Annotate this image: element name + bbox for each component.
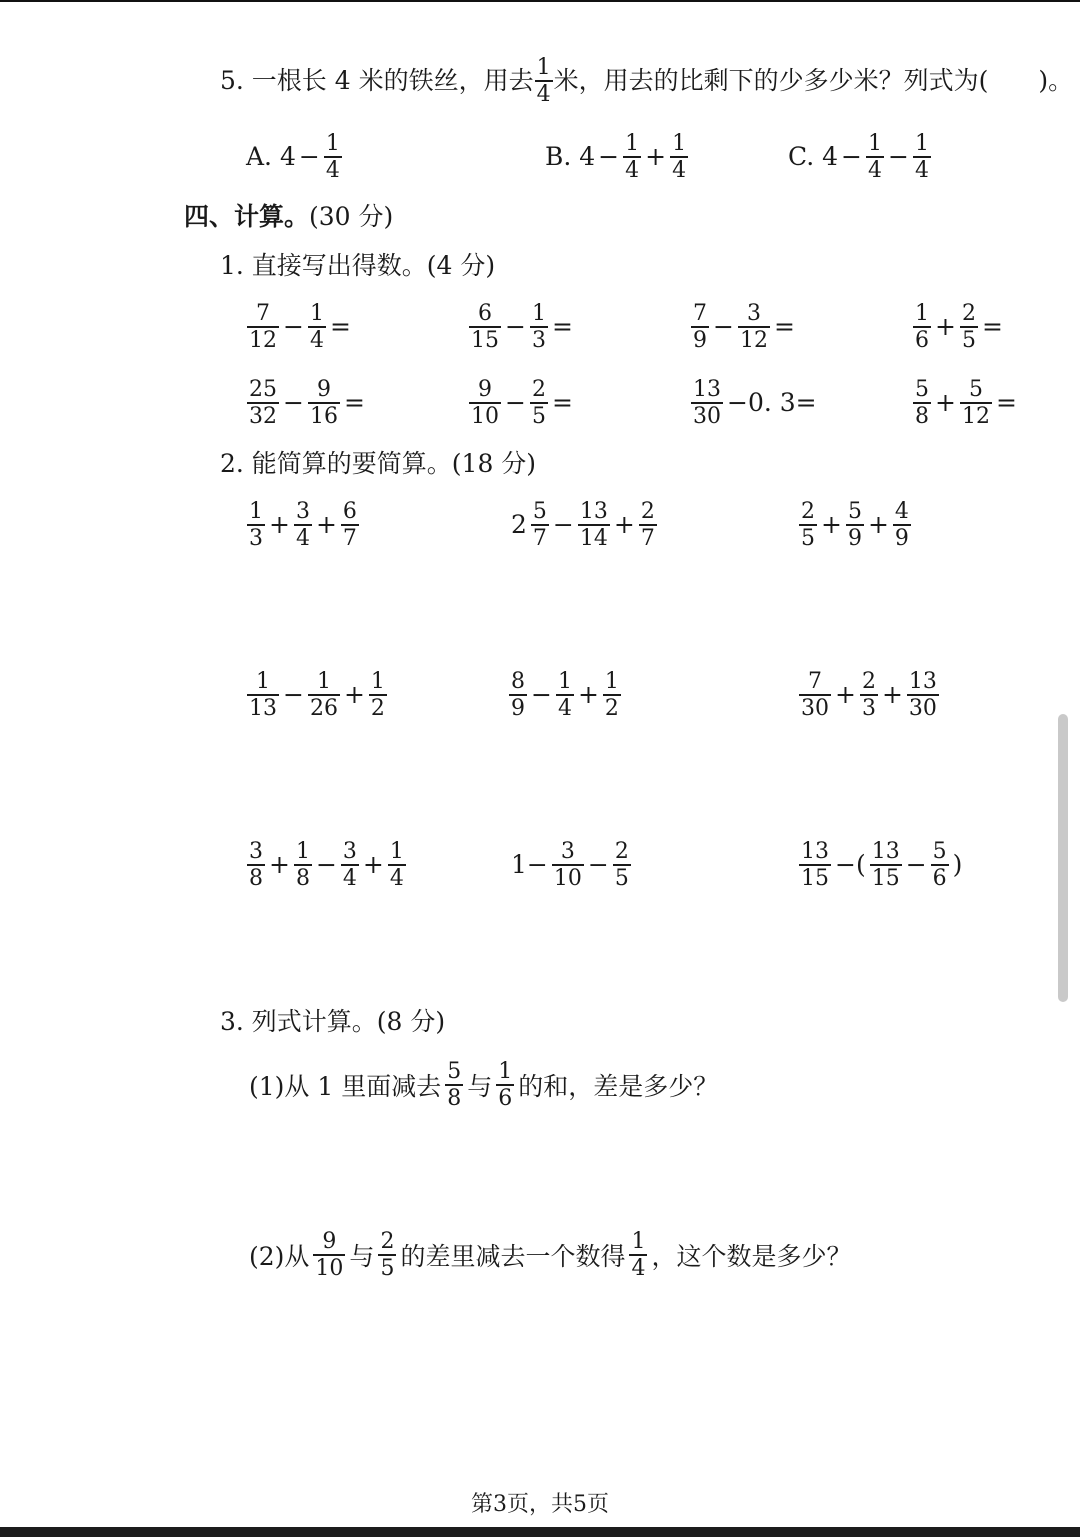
- fraction: [907, 670, 939, 720]
- fraction: [960, 378, 992, 428]
- denominator: 5: [614, 865, 629, 891]
- numerator: 1: [309, 301, 324, 326]
- fraction: [313, 1230, 345, 1280]
- part2-expr: [246, 840, 407, 890]
- operator-text: 2: [511, 510, 527, 540]
- fraction: [247, 840, 265, 890]
- operator-text: =: [551, 312, 573, 342]
- operator-text: =: [329, 312, 351, 342]
- part2-expr: [508, 840, 632, 890]
- denominator: 9: [894, 525, 909, 551]
- part2-expr: [508, 500, 658, 550]
- operator-text: +: [645, 142, 667, 172]
- operator-text: (2)从: [249, 1241, 310, 1271]
- numerator: 3: [249, 839, 263, 864]
- part2-expr: [246, 670, 388, 720]
- denominator: 12: [249, 327, 277, 353]
- fraction: [870, 840, 902, 890]
- numerator: 1: [557, 669, 572, 694]
- operator-text: ，这个数是多少？: [651, 1241, 852, 1271]
- numerator: 3: [746, 301, 761, 326]
- fraction: [247, 500, 265, 550]
- denominator: 10: [553, 865, 582, 891]
- operator-text: −: [283, 388, 304, 418]
- operator-text: +: [269, 850, 290, 880]
- denominator: 12: [961, 403, 990, 429]
- operator-text: 与: [467, 1071, 493, 1101]
- denominator: 10: [471, 403, 499, 429]
- q5-prefix: 5. 一根长 4 米的铁丝，用去: [220, 66, 534, 96]
- fraction: [613, 840, 631, 890]
- denominator: 8: [295, 865, 310, 891]
- denominator: 4: [309, 327, 324, 353]
- numerator: 13: [801, 839, 829, 864]
- fraction: [913, 132, 931, 182]
- denominator: 4: [325, 157, 340, 183]
- numerator: 1: [249, 499, 263, 524]
- part1-expr: [690, 378, 820, 428]
- section4-heading: [184, 204, 393, 229]
- operator-text: +: [315, 510, 337, 540]
- fraction: [308, 302, 326, 352]
- denominator: 9: [847, 525, 862, 551]
- fraction: [670, 132, 688, 182]
- denominator: 7: [640, 525, 655, 551]
- numerator: 1: [915, 301, 929, 326]
- q5-choice-c: [788, 132, 932, 182]
- operator-text: +: [935, 312, 956, 342]
- operator-text: +: [269, 510, 290, 540]
- numerator: 13: [908, 669, 937, 694]
- numerator: 13: [693, 377, 721, 402]
- q5-question: [220, 56, 1073, 106]
- numerator: 13: [579, 499, 608, 524]
- fraction: [308, 378, 340, 428]
- numerator: 3: [560, 839, 575, 864]
- denominator: 12: [739, 327, 768, 353]
- fraction: [578, 500, 610, 550]
- numerator: 6: [478, 301, 492, 326]
- operator-text: 1−: [511, 850, 548, 880]
- numerator: 25: [249, 377, 277, 402]
- denominator: 8: [249, 865, 263, 891]
- operator-text: +: [343, 680, 365, 710]
- denominator: 2: [604, 695, 619, 721]
- numerator: 9: [316, 377, 331, 402]
- part1-expr: [246, 378, 368, 428]
- denominator: 15: [801, 865, 829, 891]
- denominator: 9: [511, 695, 525, 721]
- part2-expr: [246, 500, 360, 550]
- denominator: 4: [295, 525, 310, 551]
- section4-score: (30 分): [309, 202, 394, 231]
- part2-expr: [798, 500, 912, 550]
- denominator: 4: [557, 695, 572, 721]
- denominator: 30: [801, 695, 829, 721]
- fraction: [866, 132, 884, 182]
- operator-text: +: [613, 510, 635, 540]
- numerator: 2: [640, 499, 655, 524]
- operator-text: +: [835, 680, 856, 710]
- denominator: 5: [961, 327, 976, 353]
- fraction: [530, 378, 548, 428]
- operator-text: +: [935, 388, 956, 418]
- numerator: 1: [531, 301, 546, 326]
- q5-suffix: 米，用去的比剩下的少多少米？列式为( )。: [553, 66, 1074, 96]
- denominator: 15: [871, 865, 900, 891]
- fraction: [341, 840, 359, 890]
- part2-expr: [798, 840, 965, 890]
- numerator: 1: [316, 669, 331, 694]
- operator-text: 的差里减去一个数得: [400, 1241, 626, 1271]
- fraction: [893, 500, 911, 550]
- fraction: [369, 670, 387, 720]
- numerator: 13: [871, 839, 900, 864]
- numerator: 6: [342, 499, 357, 524]
- operator-text: 与: [349, 1241, 375, 1271]
- numerator: 1: [256, 669, 270, 694]
- part2-expr: [798, 670, 940, 720]
- operator-text: +: [867, 510, 889, 540]
- numerator: 4: [894, 499, 909, 524]
- operator-text: −: [283, 680, 304, 710]
- numerator: 1: [604, 669, 619, 694]
- operator-text: −(: [835, 850, 866, 880]
- vertical-scrollbar[interactable]: [1058, 714, 1068, 1002]
- fraction: [445, 1060, 463, 1110]
- operator-text: +: [362, 850, 384, 880]
- part1-expr: [468, 378, 576, 428]
- operator-text: +: [577, 680, 599, 710]
- denominator: 5: [531, 403, 546, 429]
- fraction: [469, 378, 501, 428]
- fraction: [530, 302, 548, 352]
- denominator: 8: [447, 1085, 462, 1111]
- numerator: 1: [295, 839, 310, 864]
- fraction: [960, 302, 978, 352]
- fraction: [247, 378, 279, 428]
- fraction: [691, 302, 709, 352]
- operator-text: −: [841, 142, 862, 172]
- fraction: [799, 500, 817, 550]
- denominator: 3: [249, 525, 263, 551]
- operator-text: −0. 3=: [727, 388, 817, 418]
- part1-title: 1. 直接写出得数。(4 分): [220, 251, 496, 280]
- numerator: 1: [325, 131, 340, 156]
- denominator: 4: [868, 157, 882, 183]
- numerator: 1: [498, 1059, 513, 1084]
- denominator: 4: [342, 865, 357, 891]
- numerator: 2: [961, 301, 976, 326]
- numerator: 1: [672, 131, 687, 156]
- numerator: 1: [389, 839, 404, 864]
- denominator: 13: [249, 695, 277, 721]
- fraction: [247, 670, 279, 720]
- operator-text: −: [888, 142, 909, 172]
- numerator: 5: [915, 377, 929, 402]
- operator-text: +: [821, 510, 842, 540]
- numerator: 1: [370, 669, 385, 694]
- part3-title: 3. 列式计算。(8 分): [220, 1007, 446, 1036]
- operator-text: =: [343, 388, 365, 418]
- numerator: 5: [968, 377, 983, 402]
- numerator: 3: [342, 839, 357, 864]
- fraction: [308, 670, 340, 720]
- top-border: [0, 0, 1080, 2]
- q5-fraction: $\frac{1}{4}$: [536, 55, 551, 107]
- denominator: 6: [932, 865, 947, 891]
- fraction: [913, 378, 931, 428]
- denominator: 4: [631, 1255, 646, 1281]
- numerator: 2: [380, 1229, 395, 1254]
- denominator: 4: [389, 865, 404, 891]
- operator-text: −: [283, 312, 304, 342]
- fraction: [913, 302, 931, 352]
- operator-text: −: [298, 142, 320, 172]
- numerator: 7: [693, 301, 707, 326]
- operator-text: 的和，差是多少？: [518, 1071, 719, 1101]
- denominator: 7: [342, 525, 357, 551]
- numerator: 5: [932, 839, 947, 864]
- section4-title: 四、计算。: [184, 202, 310, 231]
- part1-expr: [912, 378, 1020, 428]
- numerator: 1: [914, 131, 929, 156]
- denominator: 6: [915, 327, 929, 353]
- numerator: 1: [868, 131, 882, 156]
- fraction: [629, 1230, 647, 1280]
- fraction: [556, 670, 574, 720]
- part3-question-2: [246, 1230, 854, 1280]
- fraction: [639, 500, 657, 550]
- denominator: 3: [531, 327, 546, 353]
- numerator: 2: [614, 839, 629, 864]
- bottom-border: [0, 1527, 1080, 1537]
- fraction: [496, 1060, 514, 1110]
- denominator: 8: [915, 403, 929, 429]
- numerator: 1: [631, 1229, 646, 1254]
- q5-choice-a: [246, 132, 343, 182]
- part1-expr: [912, 302, 1006, 352]
- operator-text: −: [505, 388, 526, 418]
- choice-label: C. 4: [788, 142, 839, 172]
- fraction: [324, 132, 342, 182]
- part2-expr: [508, 670, 622, 720]
- operator-text: −: [713, 312, 734, 342]
- operator-text: =: [551, 388, 573, 418]
- fraction: [378, 1230, 396, 1280]
- fraction: [623, 132, 641, 182]
- operator-text: −: [315, 850, 337, 880]
- fraction: [509, 670, 527, 720]
- fraction: [341, 500, 359, 550]
- denominator: 2: [370, 695, 385, 721]
- denominator: 5: [801, 525, 815, 551]
- part1-expr: [690, 302, 798, 352]
- denominator: 4: [672, 157, 687, 183]
- fraction: [469, 302, 501, 352]
- fraction: [846, 500, 864, 550]
- denominator: 14: [579, 525, 608, 551]
- denominator: 9: [693, 327, 707, 353]
- denominator: 30: [693, 403, 721, 429]
- fraction: [603, 670, 621, 720]
- operator-text: ): [952, 850, 963, 880]
- choice-label: A. 4: [246, 142, 296, 172]
- operator-text: −: [531, 680, 552, 710]
- numerator: 8: [511, 669, 525, 694]
- numerator: 7: [808, 669, 822, 694]
- part2-title: 2. 能简算的要简算。(18 分): [220, 449, 537, 478]
- denominator: 26: [309, 695, 338, 721]
- fraction: [931, 840, 949, 890]
- part1-expr: [468, 302, 576, 352]
- operator-text: =: [981, 312, 1003, 342]
- operator-text: −: [598, 142, 620, 172]
- operator-text: (1)从 1 里面减去: [249, 1071, 442, 1101]
- denominator: 4: [914, 157, 929, 183]
- fraction: [388, 840, 406, 890]
- operator-text: −: [505, 312, 526, 342]
- denominator: 5: [380, 1255, 395, 1281]
- denominator: 3: [861, 695, 876, 721]
- fraction: [531, 500, 549, 550]
- denominator: 7: [532, 525, 547, 551]
- numerator: 1: [625, 131, 640, 156]
- fraction: [691, 378, 723, 428]
- denominator: 4: [625, 157, 640, 183]
- numerator: 9: [322, 1229, 337, 1254]
- numerator: 9: [478, 377, 492, 402]
- operator-text: =: [995, 388, 1017, 418]
- numerator: 2: [531, 377, 546, 402]
- operator-text: −: [905, 850, 927, 880]
- numerator: 3: [295, 499, 310, 524]
- numerator: 5: [532, 499, 547, 524]
- denominator: 32: [249, 403, 277, 429]
- numerator: 7: [256, 301, 270, 326]
- page-footer: 第3页，共5页: [471, 1492, 609, 1517]
- denominator: 10: [315, 1255, 344, 1281]
- numerator: 2: [801, 499, 815, 524]
- fraction: [247, 302, 279, 352]
- numerator: 5: [847, 499, 862, 524]
- q5-choice-b: [545, 132, 689, 182]
- fraction: [294, 500, 312, 550]
- part1-expr: [246, 302, 354, 352]
- numerator: 5: [447, 1059, 462, 1084]
- denominator: 6: [498, 1085, 513, 1111]
- choice-label: B. 4: [545, 142, 596, 172]
- part3-question-1: [246, 1060, 721, 1110]
- denominator: 15: [471, 327, 499, 353]
- operator-text: −: [587, 850, 609, 880]
- operator-text: −: [552, 510, 574, 540]
- fraction: [860, 670, 878, 720]
- fraction: [294, 840, 312, 890]
- operator-text: +: [881, 680, 903, 710]
- operator-text: =: [773, 312, 795, 342]
- fraction: [738, 302, 770, 352]
- fraction: [552, 840, 584, 890]
- numerator: 2: [861, 669, 876, 694]
- denominator: 30: [908, 695, 937, 721]
- denominator: 16: [309, 403, 338, 429]
- fraction: [799, 840, 831, 890]
- fraction: [799, 670, 831, 720]
